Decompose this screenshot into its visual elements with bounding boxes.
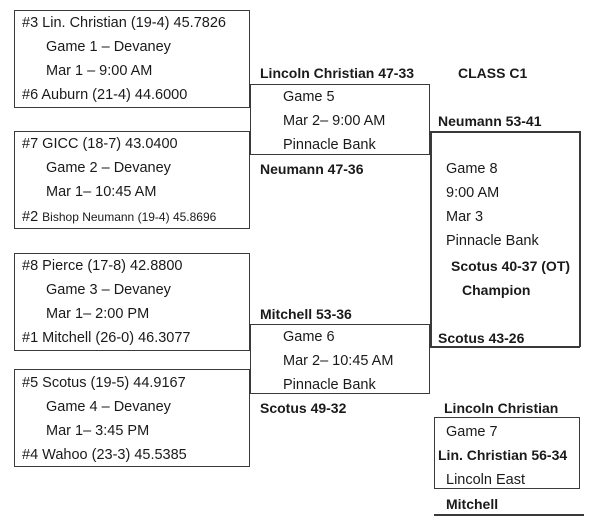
game6-venue: Pinnacle Bank	[283, 377, 376, 393]
game1-result: Lincoln Christian 47-33	[260, 65, 415, 81]
game3-info-game: Game 3 – Devaney	[46, 282, 171, 298]
game7-number: Game 7	[446, 424, 498, 440]
game6-number: Game 6	[283, 329, 335, 345]
game4-team-b: #4 Wahoo (23-3) 45.5385	[22, 447, 187, 463]
game5-time: Mar 2– 9:00 AM	[283, 113, 386, 129]
game4-result: Scotus 49-32	[260, 400, 347, 416]
game4-team-a: #5 Scotus (19-5) 44.9167	[22, 375, 186, 391]
game3-info-time: Mar 1– 2:00 PM	[46, 306, 150, 322]
game8-venue: Pinnacle Bank	[446, 233, 539, 249]
game1-info-time: Mar 1 – 9:00 AM	[46, 63, 153, 79]
game2-info-time: Mar 1– 10:45 AM	[46, 184, 157, 200]
bracket-title: CLASS C1	[458, 65, 528, 81]
game4-info-game: Game 4 – Devaney	[46, 399, 171, 415]
game8-number: Game 8	[446, 161, 498, 177]
game2-result: Neumann 47-36	[260, 161, 364, 177]
final-top-line	[430, 131, 580, 133]
game4-info-time: Mar 1– 3:45 PM	[46, 423, 150, 439]
game7-result: Lin. Christian 56-34	[438, 447, 568, 463]
game7-top-team: Lincoln Christian	[444, 400, 559, 416]
game2-team-b: #2 Bishop Neumann (19-4) 45.8696	[22, 209, 217, 225]
game2-team-a: #7 GICC (18-7) 43.0400	[22, 136, 178, 152]
game5-venue: Pinnacle Bank	[283, 137, 376, 153]
game7-bottom-team: Mitchell	[446, 496, 499, 512]
game8-time: 9:00 AM	[446, 185, 500, 201]
game7-venue: Lincoln East	[446, 472, 525, 488]
game3-team-a: #8 Pierce (17-8) 42.8800	[22, 258, 183, 274]
game1-team-b: #6 Auburn (21-4) 44.6000	[22, 87, 188, 103]
game8-date: Mar 3	[446, 209, 484, 225]
game3-result: Mitchell 53-36	[260, 306, 352, 322]
game6-time: Mar 2– 10:45 AM	[283, 353, 394, 369]
game8-result: Scotus 40-37 (OT)	[451, 258, 571, 274]
game2-info-game: Game 2 – Devaney	[46, 160, 171, 176]
game3-team-b: #1 Mitchell (26-0) 46.3077	[22, 330, 191, 346]
game6-result: Scotus 43-26	[438, 330, 525, 346]
champion-label: Champion	[462, 282, 531, 298]
final-left-line	[430, 131, 432, 347]
game7-bottom-line	[434, 514, 584, 516]
final-right-line	[579, 131, 581, 347]
game5-number: Game 5	[283, 89, 335, 105]
game5-result: Neumann 53-41	[438, 113, 542, 129]
game1-info-game: Game 1 – Devaney	[46, 39, 171, 55]
game1-team-a: #3 Lin. Christian (19-4) 45.7826	[22, 15, 226, 31]
